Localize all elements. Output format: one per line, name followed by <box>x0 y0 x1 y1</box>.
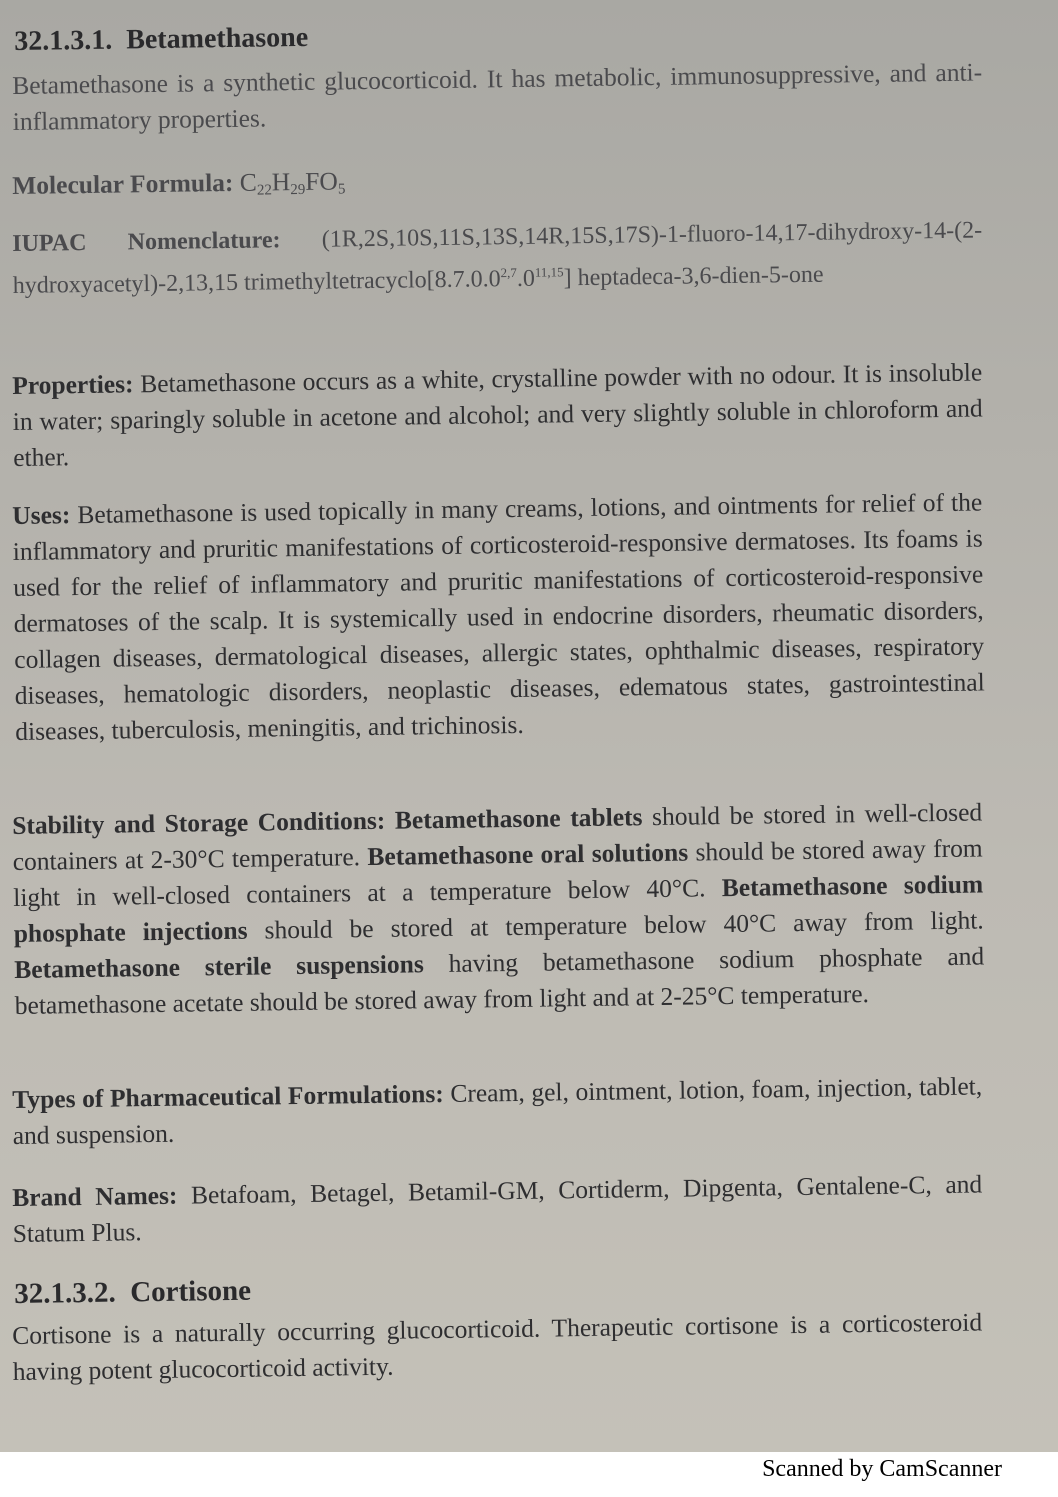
properties-text: Betamethasone occurs as a white, crystalline powder with no odour. It is insoluble in water; sparingly soluble in acetone and alcohol; and very slightly soluble in chloroform and ether. <box>12 357 983 472</box>
iupac-nomenclature <box>12 212 983 304</box>
cortisone-intro-text: Cortisone is a naturally occurring glucocorticoid. Therapeutic cortisone is a corticosteroid having potent glucocorticoid activity. <box>12 1307 983 1386</box>
formulations-text: Cream, gel, ointment, lotion, foam, injection, tablet, and suspension. <box>12 1071 983 1150</box>
stability-paragraph <box>12 794 985 1024</box>
formulations-label: Types of Pharmaceutical Formulations: <box>12 1078 444 1114</box>
properties-label: Properties: <box>12 369 134 400</box>
scanner-watermark: Scanned by CamScanner <box>762 1456 1002 1482</box>
stability-label: Stability and Storage Conditions: <box>12 805 386 840</box>
properties-paragraph <box>12 354 983 476</box>
molecular-formula <box>12 154 983 212</box>
section-number: 32.1.3.2. <box>14 1276 116 1310</box>
uses-text: Betamethasone is used topically in many creams, lotions, and ointments for relief of the inflammatory and pruritic manifestations of corticosteroid-responsive dermatoses. Its foams is used for the relief of inflammatory and pruritic manifestations of corticosteroid-responsive dermatoses of the scalp. It is systemically used in endocrine disorders, rheumatic disorders, collagen diseases, dermatological diseases, allergic states, ophthalmic diseases, respiratory diseases, hematologic disorders, neoplastic diseases, edematous states, gastrointestinal diseases, tuberculosis, meningitis, and trichinosis. <box>12 487 985 746</box>
uses-paragraph <box>12 484 985 750</box>
iupac-part2: .0 <box>516 265 536 292</box>
intro-paragraph <box>12 54 983 140</box>
formulations-paragraph <box>12 1068 983 1154</box>
formula-c-sub: 22 <box>256 182 273 199</box>
stability-injections-text: should be stored at temperature below 40°C away from light. <box>264 905 984 945</box>
stability-tablets-text: should be stored in well-closed containers at 2-30°C temperature. <box>12 797 983 876</box>
brands-label: Brand Names: <box>12 1180 178 1212</box>
formula-h: H <box>271 167 291 197</box>
section-title: Cortisone <box>129 1274 252 1309</box>
iupac-sup2: 11,15 <box>534 264 564 280</box>
iupac-sup1: 2,7 <box>500 264 517 281</box>
molecular-formula-label: Molecular Formula: <box>12 167 234 200</box>
section-number: 32.1.3.1. <box>14 24 113 57</box>
intro-text: Betamethasone is a synthetic glucocorticoid. It has metabolic, immunosuppressive, and anti-inflammatory properties. <box>12 57 983 136</box>
stability-injections: Betamethasone sodium phosphate injections <box>13 869 984 948</box>
stability-oral-solutions-text: should be stored away from light in well-closed containers at a temperature below 40°C. <box>13 833 983 912</box>
brands-text: Betafoam, Betagel, Betamil-GM, Cortiderm, Dipgenta, Gentalene-C, and Statum Plus. <box>12 1169 983 1248</box>
brands-paragraph <box>12 1166 983 1252</box>
section-title: Betamethasone <box>125 21 309 56</box>
stability-suspensions: Betamethasone sterile suspensions <box>14 949 424 984</box>
stability-tablets: Betamethasone tablets <box>394 802 643 835</box>
stability-oral-solutions: Betamethasone oral solutions <box>367 837 689 872</box>
formula-rest: FO <box>305 166 339 196</box>
iupac-label: IUPAC Nomenclature: <box>12 227 281 257</box>
cortisone-intro-paragraph <box>12 1304 983 1390</box>
section-heading-cortisone <box>14 1275 251 1311</box>
iupac-part3: ] heptadeca-3,6-dien-5-one <box>563 261 824 292</box>
formula-o-sub: 5 <box>337 181 346 198</box>
uses-label: Uses: <box>12 500 71 530</box>
stability-suspensions-text: having betamethasone sodium phosphate and betamethasone acetate should be stored away from light and at 2-25°C temperature. <box>14 941 985 1020</box>
iupac-part1: (1R,2S,10S,11S,13S,14R,15S,17S)-1-fluoro-14,17-dihydroxy-14-(2-hydroxyacetyl)-2,13,15 trimethyltetracyclo[8.7.0.0 <box>12 217 983 299</box>
section-heading-betamethasone <box>14 22 308 58</box>
formula-c: C <box>239 167 258 197</box>
formula-h-sub: 29 <box>290 181 306 199</box>
